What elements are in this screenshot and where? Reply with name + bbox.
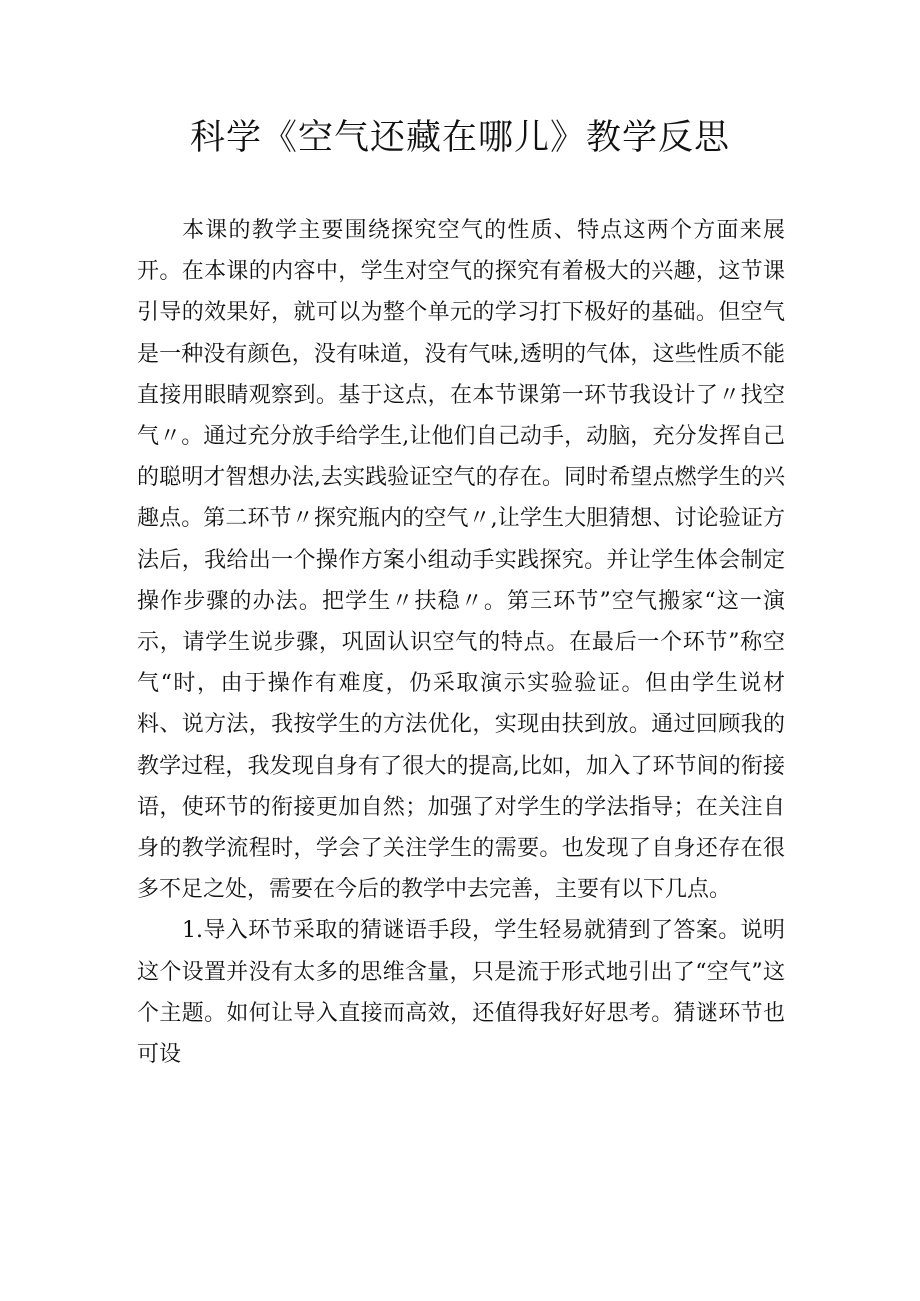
paragraph-point-1: 1.导入环节采取的猜谜语手段，学生轻易就猜到了答案。说明这个设置并没有太多的思维含量，只是流于形式地引出了“空气”这个主题。如何让导入直接而高效，还值得我好好思考。猜谜环节也可设 [137, 918, 785, 1068]
document-title: 科学《空气还藏在哪儿》教学反思 [189, 118, 730, 158]
paragraph-reflection: 本课的教学主要围绕探究空气的性质、特点这两个方面来展开。在本课的内容中，学生对空气的探究有着极大的兴趣，这节课引导的效果好，就可以为整个单元的学习打下极好的基础。但空气是一种没有颜色，没有味道，没有气味,透明的气体，这些性质不能直接用眼睛观察到。基于这点，在本节课第一环节我设计了〃找空气〃。通过充分放手给学生,让他们自己动手，动脑，充分发挥自己的聪明才智想办法,去实践验证空气的存在。同时希望点燃学生的兴趣点。第二环节〃探究瓶内的空气〃,让学生大胆猜想、讨论验证方法后，我给出一个操作方案小组动手实践探究。并让学生体会制定操作步骤的办法。把学生〃扶稳〃。第三环节”空气搬家“这一演示，请学生说步骤，巩固认识空气的特点。在最后一个环节”称空气“时，由于操作有难度，仍采取演示实验验证。但由学生说材料、说方法，我按学生的方法优化，实现由扶到放。通过回顾我的教学过程，我发现自身有了很大的提高,比如，加入了环节间的衔接语，使环节的衔接更加自然；加强了对学生的学法指导；在关注自身的教学流程时，学会了关注学生的需要。也发现了自身还存在很多不足之处，需要在今后的教学中去完善，主要有以下几点。 [137, 218, 785, 903]
document-body [137, 210, 785, 1075]
